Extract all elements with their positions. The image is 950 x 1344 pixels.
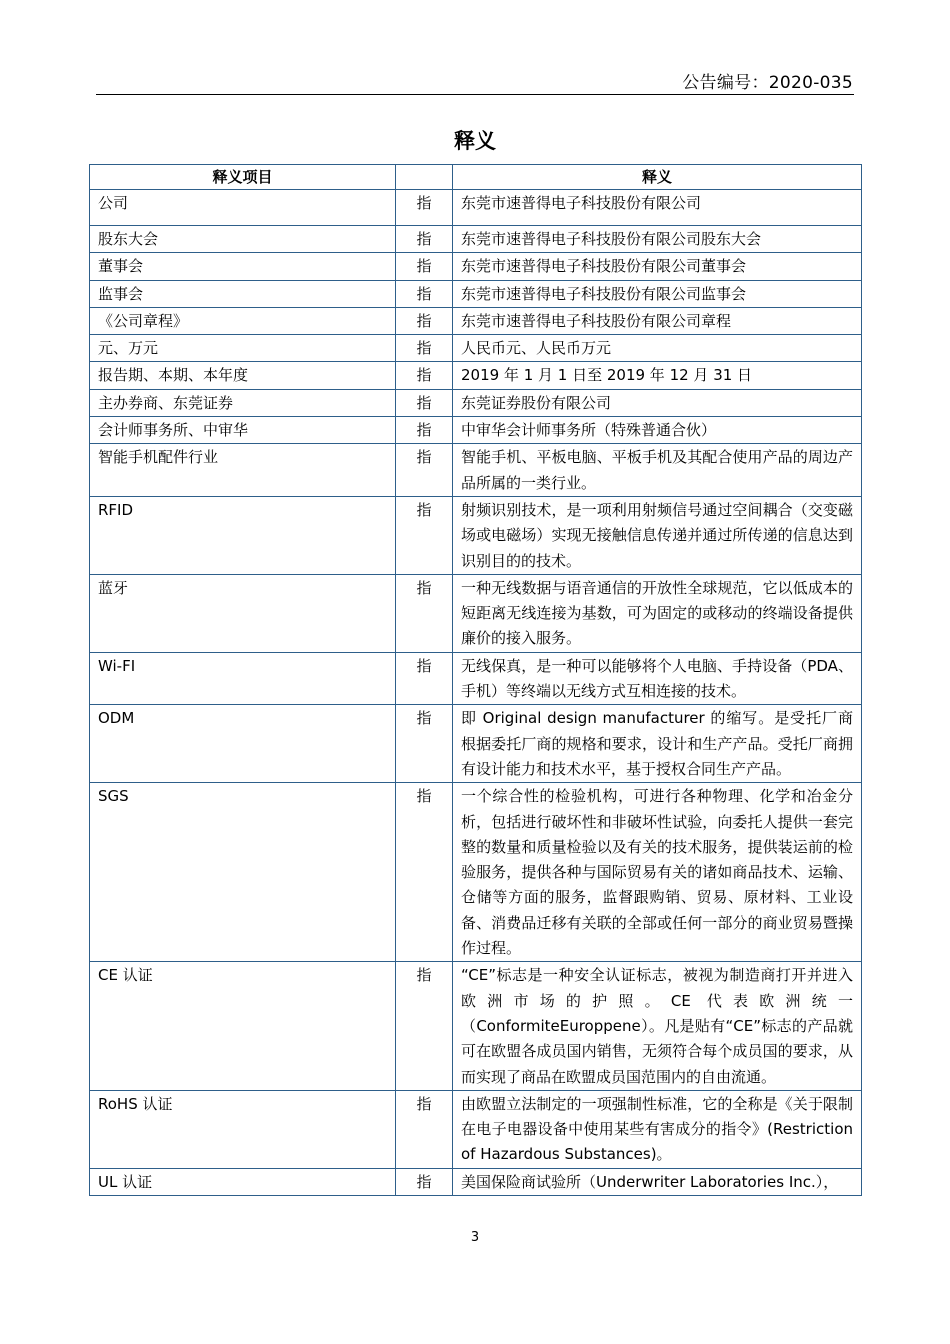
header-ref <box>396 165 453 190</box>
table-row <box>90 253 862 280</box>
row-ref-mark: 指 <box>396 783 453 962</box>
row-ref-mark: 指 <box>396 496 453 574</box>
row-term: 《公司章程》 <box>90 307 396 334</box>
row-ref-mark: 指 <box>396 280 453 307</box>
header-divider <box>96 94 854 95</box>
row-term: CE 认证 <box>90 962 396 1090</box>
row-term: 监事会 <box>90 280 396 307</box>
row-definition: 美国保险商试验所（Underwriter Laboratories Inc.）， <box>453 1168 862 1195</box>
row-term: 蓝牙 <box>90 574 396 652</box>
row-definition: 东莞市速普得电子科技股份有限公司董事会 <box>453 253 862 280</box>
definitions-table <box>89 164 862 1196</box>
table-row <box>90 362 862 389</box>
row-ref-mark: 指 <box>396 307 453 334</box>
table-row <box>90 190 862 226</box>
table-row <box>90 1090 862 1168</box>
header-definition: 释义 <box>453 165 862 190</box>
row-definition: 由欧盟立法制定的一项强制性标准，它的全称是《关于限制在电子电器设备中使用某些有害成分的指令》(Restriction of Hazardous Substances)。 <box>453 1090 862 1168</box>
row-definition: 人民币元、人民币万元 <box>453 335 862 362</box>
page-title: 释义 <box>454 129 496 153</box>
row-definition: 东莞市速普得电子科技股份有限公司章程 <box>453 307 862 334</box>
row-term: UL 认证 <box>90 1168 396 1195</box>
row-ref-mark: 指 <box>396 444 453 497</box>
table-row <box>90 280 862 307</box>
row-definition: 无线保真，是一种可以能够将个人电脑、手持设备（PDA、手机）等终端以无线方式互相连接的技术。 <box>453 652 862 705</box>
row-term: 会计师事务所、中审华 <box>90 417 396 444</box>
table-row <box>90 783 862 962</box>
row-term: 主办券商、东莞证券 <box>90 389 396 416</box>
row-term: RoHS 认证 <box>90 1090 396 1168</box>
row-definition: 东莞市速普得电子科技股份有限公司监事会 <box>453 280 862 307</box>
row-term: 董事会 <box>90 253 396 280</box>
table-row <box>90 1168 862 1195</box>
row-ref-mark: 指 <box>396 705 453 783</box>
table-row <box>90 444 862 497</box>
page-number: 3 <box>470 1230 480 1245</box>
row-term: 股东大会 <box>90 226 396 253</box>
row-term: RFID <box>90 496 396 574</box>
table-row <box>90 417 862 444</box>
row-ref-mark: 指 <box>396 652 453 705</box>
row-term: ODM <box>90 705 396 783</box>
table-header-row <box>90 165 862 190</box>
row-definition: 2019 年 1 月 1 日至 2019 年 12 月 31 日 <box>453 362 862 389</box>
row-ref-mark: 指 <box>396 253 453 280</box>
row-term: Wi-FI <box>90 652 396 705</box>
row-definition: 东莞市速普得电子科技股份有限公司股东大会 <box>453 226 862 253</box>
table-row <box>90 705 862 783</box>
row-definition: 中审华会计师事务所（特殊普通合伙） <box>453 417 862 444</box>
announcement-number: 公告编号：2020-035 <box>682 73 853 93</box>
row-ref-mark: 指 <box>396 1168 453 1195</box>
row-ref-mark: 指 <box>396 962 453 1090</box>
row-ref-mark: 指 <box>396 1090 453 1168</box>
row-ref-mark: 指 <box>396 335 453 362</box>
row-ref-mark: 指 <box>396 362 453 389</box>
row-definition: 东莞证券股份有限公司 <box>453 389 862 416</box>
row-ref-mark: 指 <box>396 190 453 226</box>
table-row <box>90 335 862 362</box>
table-row <box>90 574 862 652</box>
row-term: 智能手机配件行业 <box>90 444 396 497</box>
row-definition: “CE”标志是一种安全认证标志，被视为制造商打开并进入欧洲市场的护照。CE 代表欧洲统一（ConformiteEuroppene）。凡是贴有“CE”标志的产品就可在欧盟各成员国内销售，无须符合每个成员国的要求，从而实现了商品在欧盟成员国范围内的自由流通。 <box>453 962 862 1090</box>
row-definition: 一种无线数据与语音通信的开放性全球规范，它以低成本的短距离无线连接为基数，可为固定的或移动的终端设备提供廉价的接入服务。 <box>453 574 862 652</box>
row-ref-mark: 指 <box>396 574 453 652</box>
table-row <box>90 652 862 705</box>
row-definition: 一个综合性的检验机构，可进行各种物理、化学和冶金分析，包括进行破坏性和非破坏性试验，向委托人提供一套完整的数量和质量检验以及有关的技术服务，提供装运前的检验服务，提供各种与国际贸易有关的诸如商品技术、运输、仓储等方面的服务，监督跟购销、贸易、原材料、工业设备、消费品迁移有关联的全部或任何一部分的商业贸易暨操作过程。 <box>453 783 862 962</box>
row-ref-mark: 指 <box>396 417 453 444</box>
row-definition: 即 Original design manufacturer 的缩写。是受托厂商根据委托厂商的规格和要求，设计和生产产品。受托厂商拥有设计能力和技术水平，基于授权合同生产产品。 <box>453 705 862 783</box>
table-row <box>90 389 862 416</box>
table-row <box>90 962 862 1090</box>
row-term: 元、万元 <box>90 335 396 362</box>
row-definition: 东莞市速普得电子科技股份有限公司 <box>453 190 862 226</box>
row-definition: 射频识别技术，是一项利用射频信号通过空间耦合（交变磁场或电磁场）实现无接触信息传递并通过所传递的信息达到识别目的的技术。 <box>453 496 862 574</box>
row-ref-mark: 指 <box>396 389 453 416</box>
row-term: SGS <box>90 783 396 962</box>
header-term: 释义项目 <box>90 165 396 190</box>
row-ref-mark: 指 <box>396 226 453 253</box>
table-row <box>90 496 862 574</box>
row-term: 公司 <box>90 190 396 226</box>
table-row <box>90 307 862 334</box>
row-definition: 智能手机、平板电脑、平板手机及其配合使用产品的周边产品所属的一类行业。 <box>453 444 862 497</box>
table-row <box>90 226 862 253</box>
row-term: 报告期、本期、本年度 <box>90 362 396 389</box>
